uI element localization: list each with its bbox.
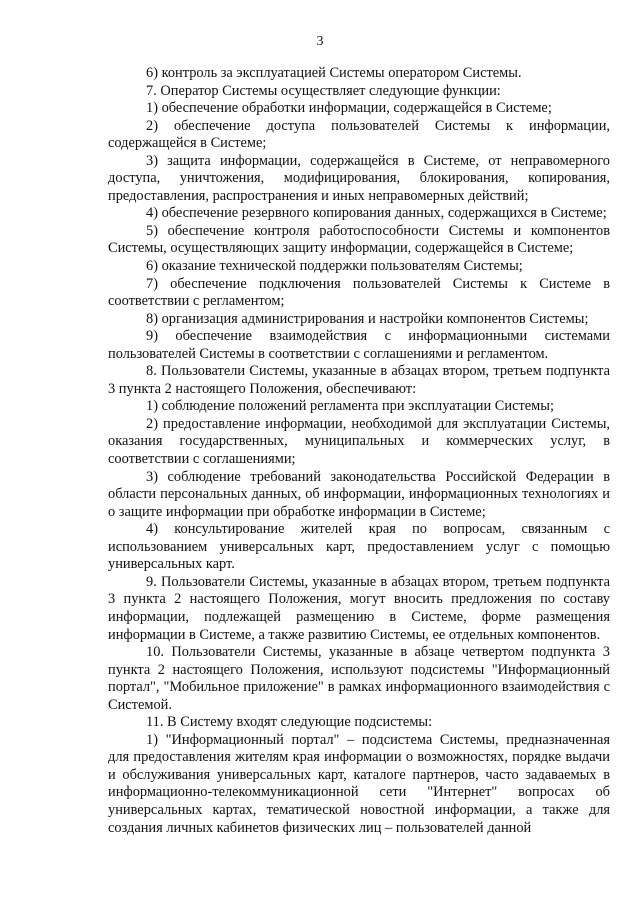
list-item: 8) организация администрирования и настройки компонентов Системы;	[146, 310, 589, 327]
list-item: 1) "Информационный портал" – подсистема Системы, предназначенная для предоставления жителям края информации о возможностях, порядке выдачи и обслуживания универсальных карт, каталоге партнеров, часто задаваемых в информационно-телекоммуникационной сети "Интернет" вопросах об универсальных картах, тематической новостной информации, а также для создания личных кабинетов физических лиц – пользователей данной	[108, 731, 610, 836]
section-paragraph: 9. Пользователи Системы, указанные в абзацах втором, третьем подпункта 3 пункта 2 настоящего Положения, могут вносить предложения по составу информации, подлежащей размещению в Системе, форме размещения информации в Системе, а также развитию Системы, ее отдельных компонентов.	[108, 573, 610, 643]
list-item: 3) соблюдение требований законодательства Российской Федерации в области персональных данных, об информации, информационных технологиях и о защите информации при обработке информации в Системе;	[108, 468, 610, 520]
section-paragraph: 7. Оператор Системы осуществляет следующие функции:	[146, 82, 501, 99]
list-item: 4) консультирование жителей края по вопросам, связанным с использованием универсальных карт, предоставлением услуг с помощью универсальных карт.	[108, 521, 610, 573]
page-number: 3	[316, 34, 324, 49]
list-item: 9) обеспечение взаимодействия с информационными системами пользователей Системы в соответствии с соглашениями и регламентом.	[108, 328, 610, 362]
list-item: 1) соблюдение положений регламента при эксплуатации Системы;	[146, 398, 554, 415]
list-item: 5) обеспечение контроля работоспособности Системы и компонентов Системы, осуществляющих защиту информации, содержащейся в Системе;	[108, 222, 610, 257]
list-item: 1) обеспечение обработки информации, содержащейся в Системе;	[146, 100, 552, 117]
list-item: 4) обеспечение резервного копирования данных, содержащихся в Системе;	[146, 205, 607, 222]
list-item: 2) предоставление информации, необходимой для эксплуатации Системы, оказания государственных, муниципальных и коммерческих услуг, в соответствии с соглашениями;	[108, 415, 610, 468]
list-item: 6) оказание технической поддержки пользователям Системы;	[146, 258, 523, 275]
document-body	[108, 65, 610, 837]
list-item: 7) обеспечение подключения пользователей Системы к Системе в соответствии с регламентом;	[108, 275, 610, 310]
section-paragraph: 11. В Систему входят следующие подсистемы:	[146, 714, 433, 731]
list-item: 6) контроль за эксплуатацией Системы оператором Системы.	[146, 65, 522, 81]
section-paragraph: 8. Пользователи Системы, указанные в абзацах втором, третьем подпункта 3 пункта 2 настоящего Положения, обеспечивают:	[108, 363, 610, 397]
section-paragraph: 10. Пользователи Системы, указанные в абзаце четвертом подпункта 3 пункта 2 настоящего Положения, используют подсистемы "Информационный портал", "Мобильное приложение" в рамках информационного взаимодействия с Системой.	[108, 644, 610, 713]
list-item: 2) обеспечение доступа пользователей Системы к информации, содержащейся в Системе;	[108, 117, 610, 152]
list-item: 3) защита информации, содержащейся в Системе, от неправомерного доступа, уничтожения, модифицирования, блокирования, копирования, предоставления, распространения и иных неправомерных действий;	[108, 152, 610, 204]
